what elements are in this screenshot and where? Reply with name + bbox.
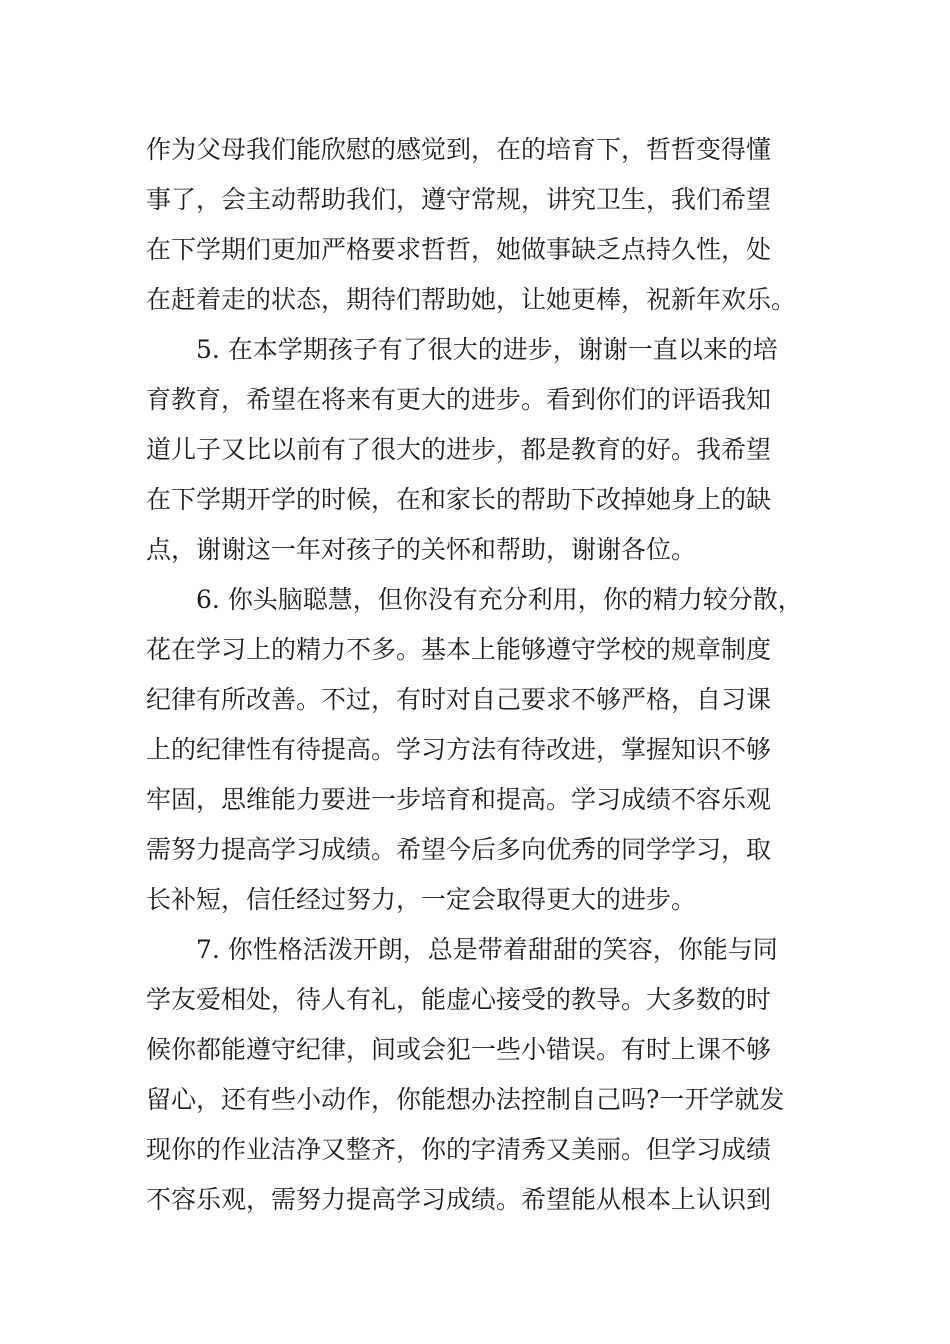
text-line: 学友爱相处，待人有礼，能虚心接受的教导。大多数的时: [146, 985, 772, 1014]
text-line: 在下学期们更加严格要求哲哲，她做事缺乏点持久性，处: [146, 235, 772, 264]
text-line: 花在学习上的精力不多。基本上能够遵守学校的规章制度: [146, 635, 772, 664]
paragraph-6-start: 6. 你头脑聪慧，但你没有充分利用，你的精力较分散，: [196, 585, 803, 614]
text-line: 点，谢谢这一年对孩子的关怀和帮助，谢谢各位。: [146, 535, 697, 564]
text-line: 长补短，信任经过努力，一定会取得更大的进步。: [146, 885, 697, 914]
text-line: 留心，还有些小动作，你能想办法控制自己吗?一开学就发: [146, 1085, 785, 1114]
paragraph-7-start: 7. 你性格活泼开朗，总是带着甜甜的笑容，你能与同: [196, 935, 778, 964]
text-line: 道儿子又比以前有了很大的进步，都是教育的好。我希望: [146, 435, 772, 464]
text-line: 需努力提高学习成绩。希望今后多向优秀的同学学习，取: [146, 835, 772, 864]
text-line: 不容乐观，需努力提高学习成绩。希望能从根本上认识到: [146, 1185, 772, 1214]
text-line: 牢固，思维能力要进一步培育和提高。学习成绩不容乐观: [146, 785, 772, 814]
text-line: 在赶着走的状态，期待们帮助她，让她更棒，祝新年欢乐。: [146, 285, 797, 314]
text-line: 作为父母我们能欣慰的感觉到，在的培育下，哲哲变得懂: [146, 135, 772, 164]
text-line: 候你都能遵守纪律，间或会犯一些小错误。有时上课不够: [146, 1035, 772, 1064]
text-line: 在下学期开学的时候，在和家长的帮助下改掉她身上的缺: [146, 485, 772, 514]
text-line: 事了，会主动帮助我们，遵守常规，讲究卫生，我们希望: [146, 185, 772, 214]
text-line: 纪律有所改善。不过，有时对自己要求不够严格，自习课: [146, 685, 772, 714]
paragraph-5-start: 5. 在本学期孩子有了很大的进步，谢谢一直以来的培: [196, 335, 778, 364]
text-line: 现你的作业洁净又整齐，你的字清秀又美丽。但学习成绩: [146, 1135, 772, 1164]
text-line: 育教育，希望在将来有更大的进步。看到你们的评语我知: [146, 385, 772, 414]
text-line: 上的纪律性有待提高。学习方法有待改进，掌握知识不够: [146, 735, 772, 764]
